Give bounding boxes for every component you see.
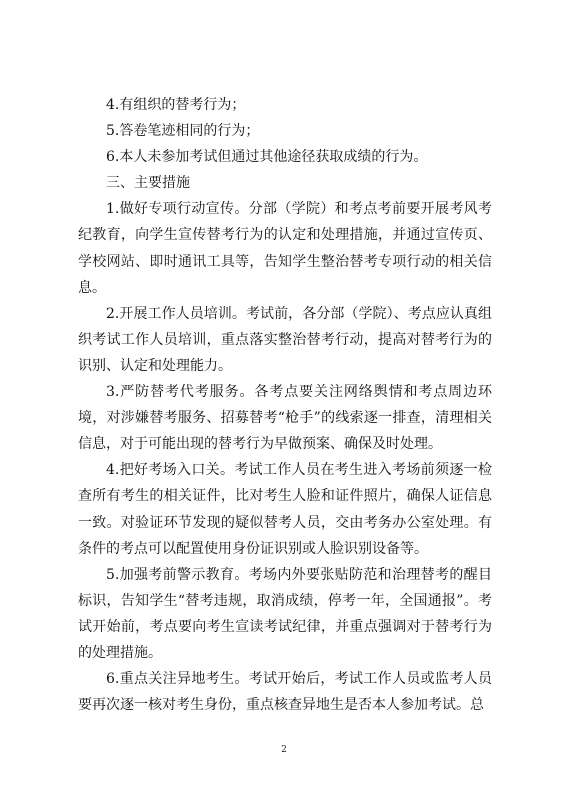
document-body	[78, 92, 492, 718]
paragraph-measure-6: 6.重点关注异地考生。考试开始后，考试工作人员或监考人员要再次逐一核对考生身份，重点核查异地生是否本人参加考试。总	[78, 671, 492, 714]
paragraph-measure-4: 4.把好考场入口关。考试工作人员在考生进入考场前须逐一检查所有考生的相关证件，比对考生人脸和证件照片，确保人证信息一致。对验证环节发现的疑似替考人员，交由考务办公室处理。有条件的考点可以配置使用身份证识别或人脸识别设备等。	[78, 462, 492, 557]
paragraph-measure-2: 2.开展工作人员培训。考试前，各分部（学院）、考点应认真组织考试工作人员培训，重点落实整治替考行动，提高对替考行为的识别、认定和处理能力。	[78, 305, 492, 374]
paragraph-measure-5: 5.加强考前警示教育。考场内外要张贴防范和治理替考的醒目标识，告知学生“替考违规，取消成绩，停考一年，全国通报”。考试开始前，考点要向考生宣读考试纪律，并重点强调对于替考行为的处理措施。	[78, 566, 492, 661]
section-heading-main-measures: 三、主要措施	[106, 175, 190, 192]
paragraph-measure-3: 3.严防替考代考服务。各考点要关注网络舆情和考点周边环境，对涉嫌替考服务、招募替考“枪手”的线索逐一排查，清理相关信息，对于可能出现的替考行为早做预案、确保及时处理。	[78, 384, 492, 453]
paragraph-item-4: 4.有组织的替考行为；	[106, 97, 246, 113]
page-number: 2	[281, 745, 287, 755]
paragraph-item-6: 6.本人未参加考试但通过其他途径获取成绩的行为。	[106, 149, 428, 166]
paragraph-item-5: 5.答卷笔迹相同的行为；	[106, 123, 260, 140]
paragraph-measure-1: 1.做好专项行动宣传。分部（学院）和考点考前要开展考风考纪教育，向学生宣传替考行为的认定和处理措施，并通过宣传页、学校网站、即时通讯工具等，告知学生整治替考专项行动的相关信息。	[78, 201, 492, 296]
